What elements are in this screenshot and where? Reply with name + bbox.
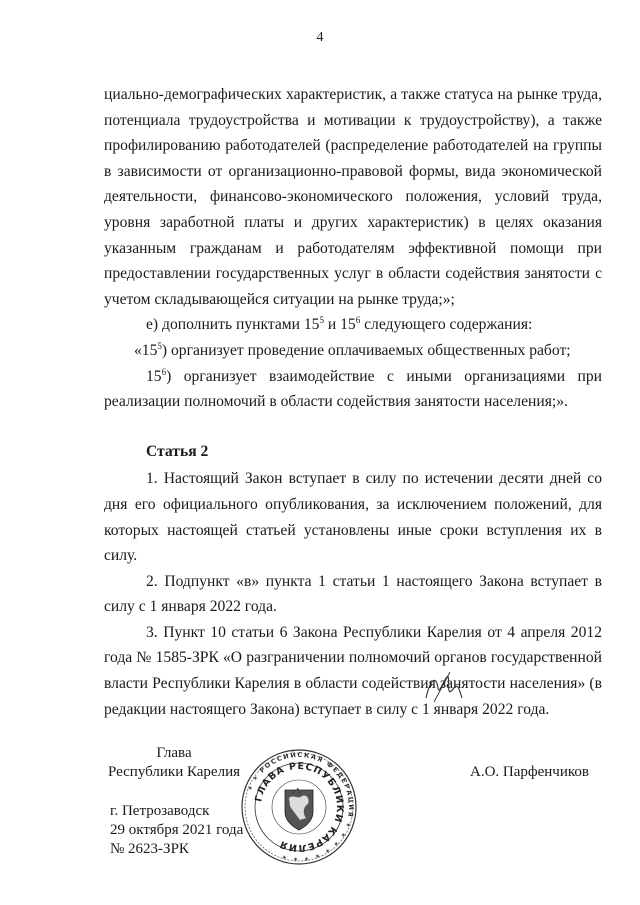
- page-number: 4: [316, 30, 324, 45]
- signatory-title: Глава Республики Карелия: [107, 745, 241, 780]
- issue-details: [110, 802, 243, 859]
- paragraph-continuation: циально-демографических характеристик, а также статуса на рынке труда, потенциала трудоустройства и мотивации к трудоустройству), а также профилированию работодателей (распределение работодателей на группы в зависимости от организационно-правовой формы, вида экономической деятельности, финансово-экономического положения, условий труда, уровня заработной платы и других характеристик) в целях оказания указанным гражданам и работодателям эффективной помощи при предоставлении государственных услуг в области содействия занятости с учетом складывающейся ситуации на рынке труда;»;: [104, 86, 602, 308]
- article-heading: Статья 2: [146, 442, 209, 460]
- issue-number: № 2623-ЗРК: [110, 841, 189, 857]
- svg-text:✶ ✶ РОССИЙСКАЯ ФЕДЕРАЦИЯ ✶ ✶ ✶: ✶ ✶ РОССИЙСКАЯ ФЕДЕРАЦИЯ ✶ ✶ ✶ ✶ ✶ ✶ ✶ ✶: [245, 750, 356, 864]
- official-seal: [240, 748, 358, 866]
- paragraph-amendment-e: е) дополнить пунктами $15^5$ и $15^6$ следующего содержания:: [146, 315, 533, 334]
- document-body: [104, 82, 602, 722]
- svg-text:ГЛАВА РЕСПУБЛИКИ КАРЕЛИЯ: ГЛАВА РЕСПУБЛИКИ КАРЕЛИЯ: [253, 760, 346, 854]
- handwritten-signature: [420, 668, 465, 706]
- article-item-3: 3. Пункт 10 статьи 6 Закона Республики Карелия от 4 апреля 2012 года № 1585-ЗРК «О разграничении полномочий органов государственной власти Республики Карелия в области содействия занятости населения» (в редакции настоящего Закона) вступает в силу с 1 января 2022 года.: [104, 623, 602, 718]
- issue-date: 29 октября 2021 года: [110, 822, 244, 838]
- article-item-2: 2. Подпункт «в» пункта 1 статьи 1 настоящего Закона вступает в силу с 1 января 2022 года.: [104, 572, 602, 616]
- paragraph-item-15-5: «$15^5$) организует проведение оплачиваемых общественных работ;: [134, 340, 571, 359]
- paragraph-item-15-6: $15^6$) организует взаимодействие с иными организациями при реализации полномочий в области содействия занятости населения;».: [104, 366, 602, 411]
- issue-city: г. Петрозаводск: [110, 803, 210, 819]
- article-item-1: 1. Настоящий Закон вступает в силу по истечении десяти дней со дня его официального опубликования, за исключением положений, для которых настоящей статьей установлены иные сроки вступления их в силу.: [104, 470, 602, 565]
- signatory-name: А.О. Парфенчиков: [470, 764, 589, 780]
